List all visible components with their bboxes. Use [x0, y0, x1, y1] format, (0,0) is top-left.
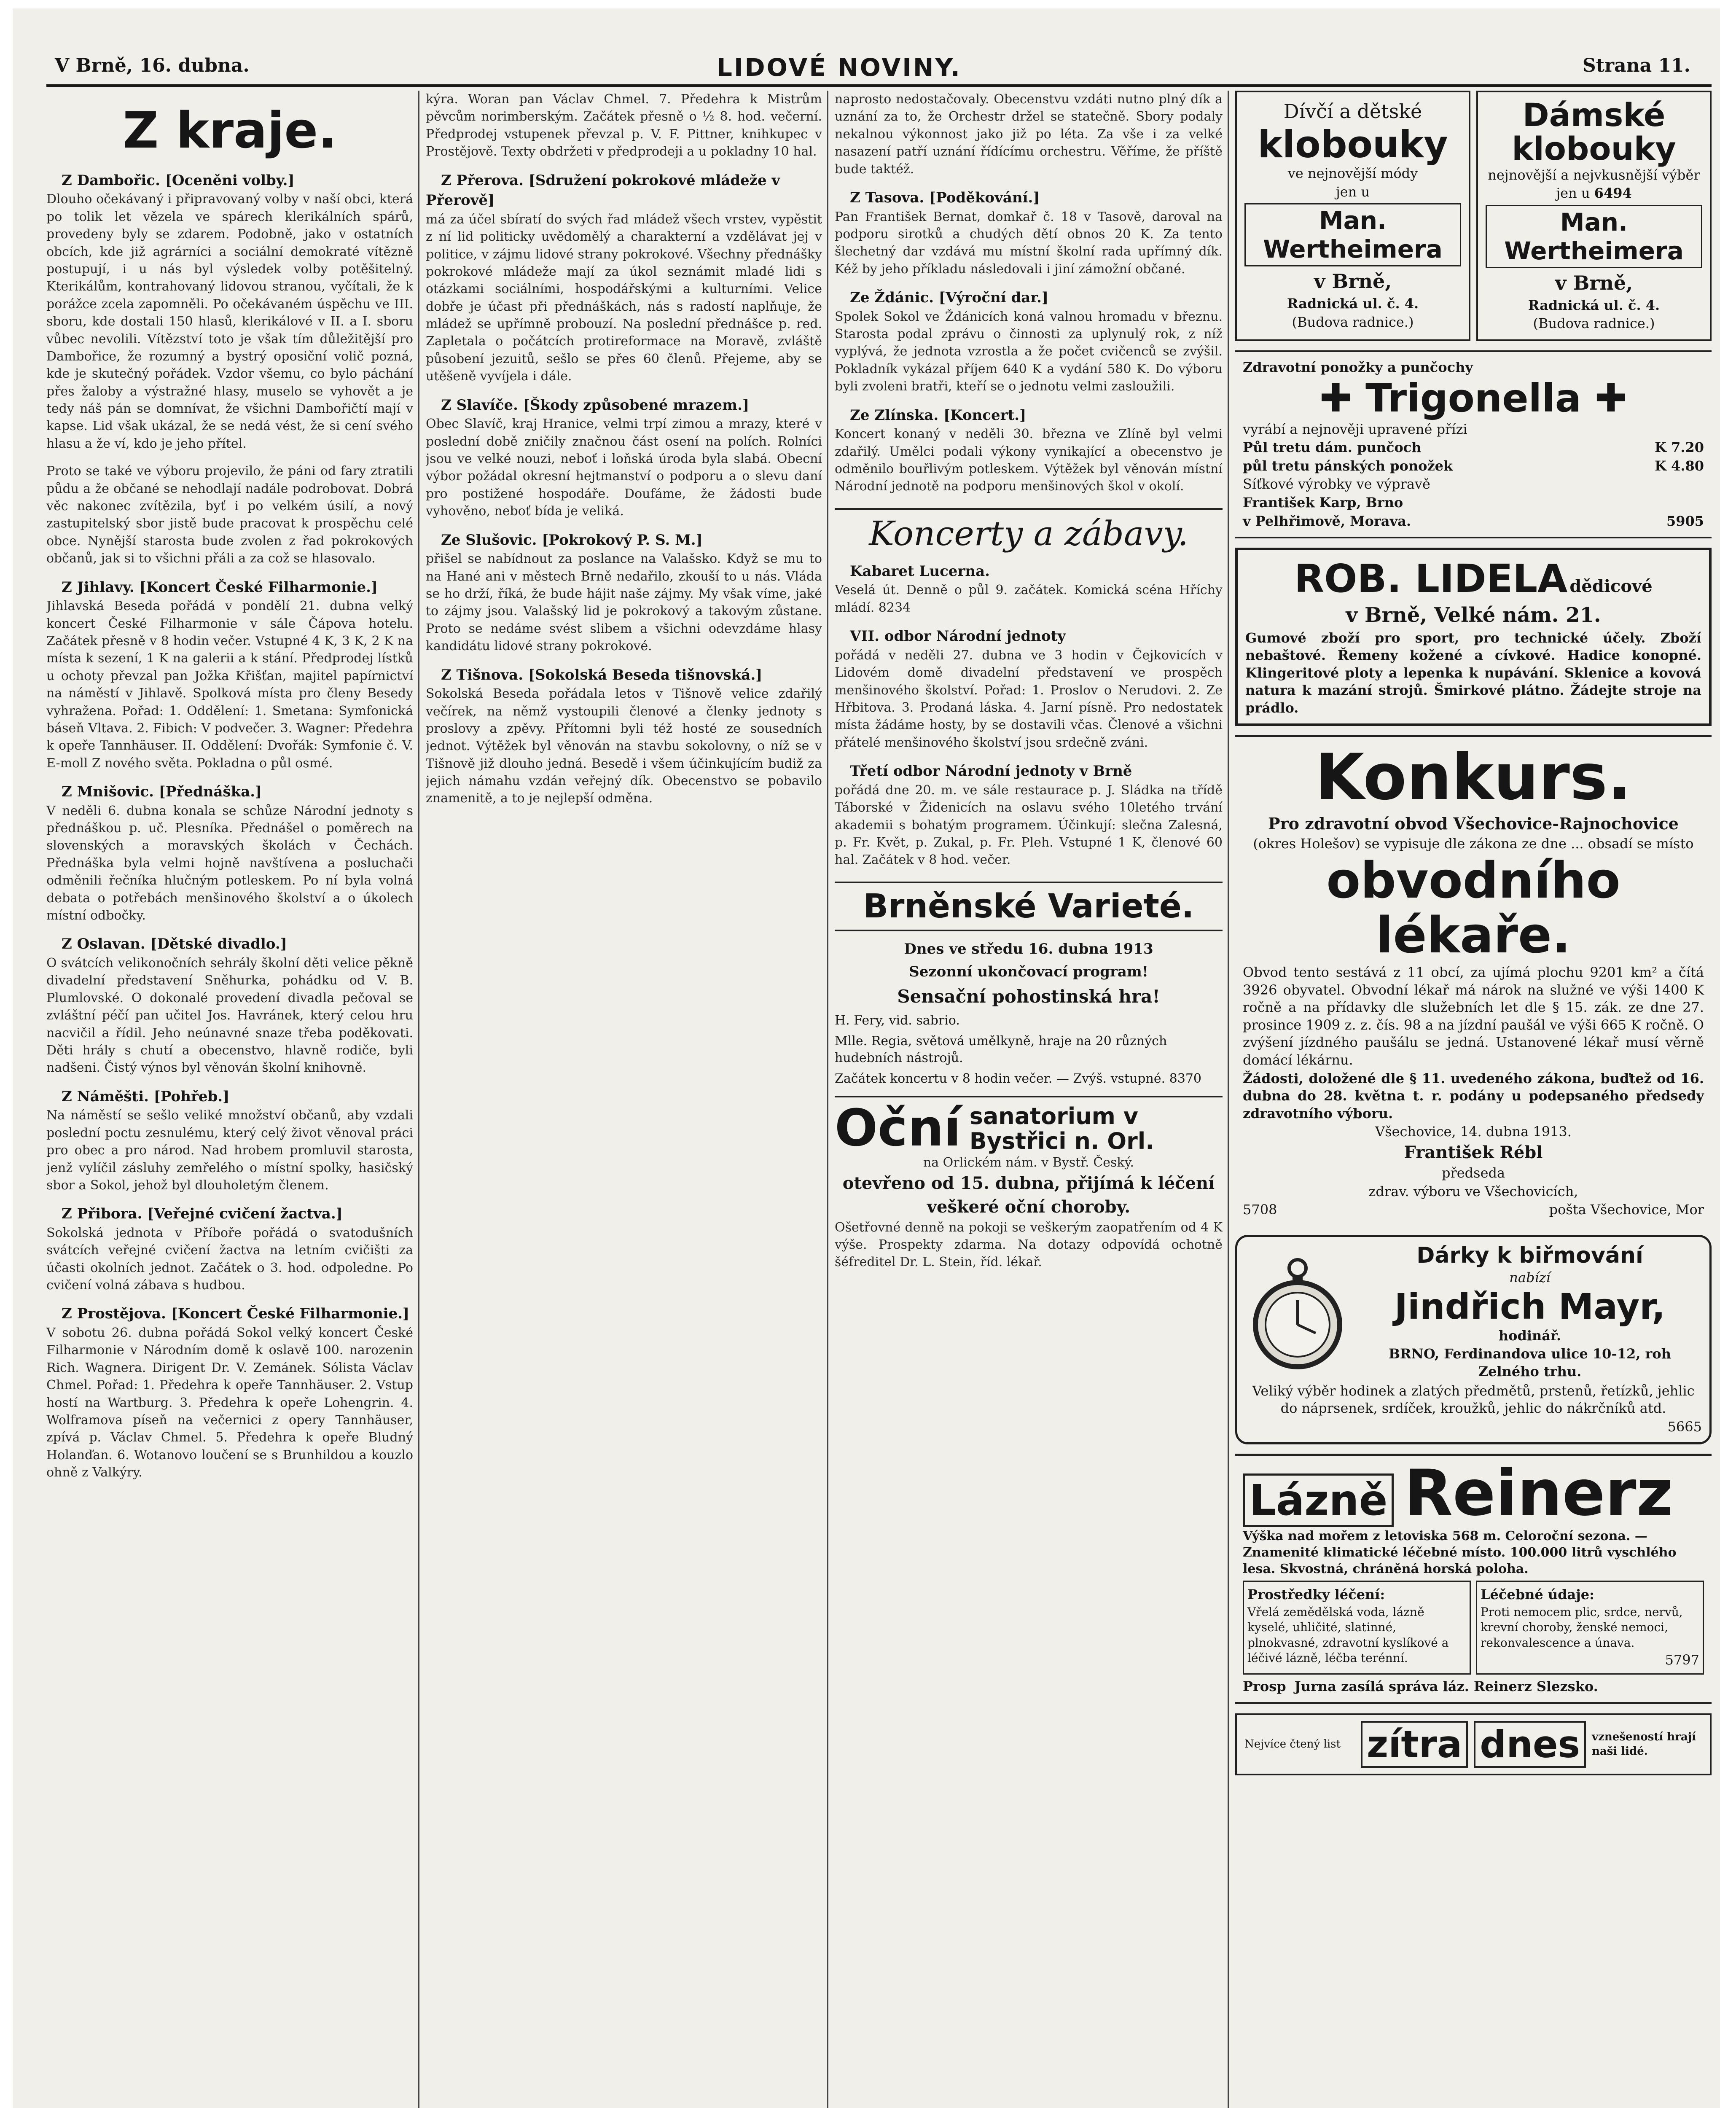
konkurs-place-date: Všechovice, 14. dubna 1913. [1375, 1124, 1572, 1140]
lazne-right-body: Proti nemocem plic, srdce, nervů, krevní choroby, ženské nemoci, rekonvalescence a únava. [1481, 1605, 1683, 1650]
hats-ladies-city: v Brně, [1555, 271, 1633, 294]
lazne-heading [1243, 1457, 1704, 1530]
concert-item-body: Veselá út. Denně o půl 9. začátek. Komická scéna Hříchy mládí. 8234 [835, 583, 1223, 615]
article [835, 91, 1223, 178]
header-rule [46, 84, 1712, 87]
mayr-text [1358, 1243, 1702, 1382]
lazne-line1: Výška nad mořem z letoviska 568 m. Celoroční sezona. — Znamenité klimatické léčebné místo. 100.000 litrů vyschlého lesa. Skvostná, chráněná horská poloha. [1243, 1529, 1677, 1577]
ad-hats-girls [1235, 91, 1470, 341]
article-heading: Z Dambořic. [Oceněni volby.] [62, 172, 295, 189]
clinic-note: Ošetřovné denně na pokoji se veškerým zaopatřením od 4 K výše. Prospekty zdarma. Na dotazy odpovídá ochotně šéfreditel Dr. L. Stein, říd. lékař. [835, 1220, 1223, 1270]
article-body: Dlouho očekávaný i připravovaný volby v naší obci, která po tolik let vězela ve spárech klerikálních spárů, provedeny byly se zdarem. Podobně, jako v ostatních obcích, kde již agrárníci a sociální demokraté vítězně postupují, i u nás byl výsledek volby potěšitelný. Kterikálům, kontrahovaný lidovou stranou, vyčítali, že k porážce zcela zapomněli. Po očekávaném úspěchu ve III. sboru, kde dostali 150 hlasů, klerikálové v II. a I. sboru vůbec nevolili. Vítězství toto je však tím důležitější pro Dambořice, že rozumný a bystrý oposiční volič pozná, kde je skutečný pořádek. Vzdor všemu, co bylo páchání přes žaloby a výstražné hlasy, muselo se vyhovět a je tedy náš pán se domnívat, že všichni Dambořičtí mají v kapse. Lid však ukázal, že se nedá vést, že si cení svého hlasu a že ví, kdo je jeho přítel. [46, 192, 413, 451]
lazne-footer1: Prosp [1243, 1678, 1286, 1694]
article-body: Sokolská jednota v Příboře pořádá o svatodušních svátcích veřejné cvičení žactva na letním cvičišti za účasti okolních jednot. Začátek o 3. hod. odpoledne. Po cvičení volná zábava s hudbou. [46, 1225, 413, 1293]
lazne-left-box [1243, 1581, 1471, 1674]
col1-articles [46, 171, 413, 1482]
trigonella-code: 5905 [1666, 513, 1704, 529]
article-body: Sokolská Beseda pořádala letos v Tišnově velice zdařilý večírek, na němž vystoupili členové a členky jednoty s proslovy a zpěvy. Přítomni byli též hosté ze sousedních jednot. Výtěžek byl věnován na stavbu sokolovny, o níž se v Tišnově již dlouho jedná. Besedě i všem účinkujícím budiž za jejich námahu vzdán veřejný dík. Obecenstvo se pobavilo znamenitě, a to je nejlepší odměna. [426, 686, 822, 806]
concert-item [835, 761, 1223, 869]
concert-items [835, 562, 1223, 869]
mayr-sub: nabízí [1509, 1269, 1551, 1285]
hats-ladies-line3: nejnovější a nejvkusnější výběr [1488, 167, 1700, 183]
article-heading: Z Mnišovic. [Přednáška.] [62, 783, 262, 801]
trigonella-maker: František Karp, Brno [1243, 494, 1403, 511]
column-divider [827, 91, 828, 2108]
lazne-details [1243, 1581, 1704, 1674]
article-heading: Ze Ždánic. [Výroční dar.] [850, 289, 1049, 307]
hats-ladies-note: (Budova radnice.) [1533, 315, 1655, 332]
article [46, 1087, 413, 1194]
concert-item-heading: Kabaret Lucerna. [850, 562, 990, 580]
concert-item-heading: Třetí odbor Národní jednoty v Brně [850, 763, 1132, 780]
konkurs-body2: Žádosti, doložené dle § 11. uvedeného zákona, buďtež od 16. dubna do 28. května t. r. podány u podepsaného předsedy zdravotního výboru. [1243, 1070, 1704, 1121]
article-body: Koncert konaný v neděli 30. března ve Zlíně byl velmi zdařilý. Umělci podali výkony vynikající a obecenstvo je odměnilo bouřlivým potleskem. Výtěžek byl věnován místní Národní jednotě na podporu menšinových škol v okolí. [835, 427, 1223, 494]
col2-articles [426, 91, 822, 807]
konkurs-signer-org: zdrav. výboru ve Všechovicích, [1368, 1183, 1578, 1199]
article [426, 665, 822, 807]
ad-lidela [1235, 548, 1712, 726]
trigonella-row2-label: půl tretu pánských ponožek [1243, 457, 1453, 474]
concert-item [835, 562, 1223, 616]
ad-hats-ladies [1476, 91, 1712, 341]
ad-mayr [1235, 1235, 1712, 1445]
article [426, 395, 822, 520]
column-1 [46, 91, 413, 2108]
konkurs-body: Obvod tento sestává z 11 obcí, za ujímá plochu 9201 km² a čítá 3926 obyvatel. Obvodní lékař má nárok na služné ve výši 1400 K ročně a na přídavky dle služebních let dle § 15. zák. ze dne 27. prosince 1909 z. z. čís. 98 a na jízdní paušál ve výši 665 K ročně. O zvýšení jízdného paušálu se jedná. Ustanovené lékař musí věrně domácí lékárnu. [1243, 964, 1704, 1068]
variety-program [835, 940, 1223, 1087]
article-body: V sobotu 26. dubna pořádá Sokol velký koncert České Filharmonie v Národním domě k oslavě 100. narozenin Rich. Wagnera. Dirigent Dr. V. Zemánek. Sólista Václav Chmel. Pořad: 1. Předehra k opeře Tannhäuser. 2. Vstup hostí na Wartburg. 3. Předehra k opeře Lohengrin. 4. Wolframova píseň na večernici z opery Tannhäuser, zpívá p. Václav Chmel. 5. Předehra k opeře Bludný Holanďan. 6. Wotanovo loučení se s Brunhildou a kouzlo ohně z Valkýry. [46, 1326, 413, 1480]
concert-item [835, 626, 1223, 751]
article-body: přišel se nabídnout za poslance na Valašsko. Když se mu to na Hané ani v městech Brně nedařilo, zkouší to u nás. Vláda se ho drží, říká, že bude hájit naše zájmy. My však víme, jaké to zájmy jsou. Valašský lid je pokrokový a takovým zůstane. Proto se nedáme svést slibem a všichni odevzdáme hlasy kandidátu lidové strany pokrokové. [426, 551, 822, 654]
hats-ladies-line2: klobouky [1512, 129, 1676, 167]
concert-item-heading: VII. odbor Národní jednoty [850, 628, 1066, 645]
variety-act: Mlle. Regia, světová umělkyně, hraje na 20 různých hudebních nástrojů. [835, 1033, 1167, 1066]
konkurs-signer-role: předseda [1441, 1164, 1505, 1181]
konkurs-line2: (okres Holešov) se vypisuje dle zákona ze dne ... obsadí se místo [1253, 835, 1694, 852]
clinic-ad [835, 1096, 1223, 1271]
konkurs-signer: František Rébl [1404, 1142, 1543, 1162]
mayr-name: Jindřich Mayr, [1394, 1286, 1666, 1328]
article-body: naprosto nedostačovaly. Obecenstvu vzdáti nutno plný dík a uznání za to, že Orchestr držel se statečně. Sbory podaly nekalnou výkonnost jako již po léta. Za vše i za velké nasazení patří uznání řídícímu orchestru. Věříme, že příště bude taktéž. [835, 92, 1223, 177]
article-heading: Z Slavíče. [Škody způsobené mrazem.] [441, 396, 750, 414]
zitra-word2: dnes [1474, 1721, 1586, 1768]
column-divider [418, 91, 419, 2108]
article-body: V neděli 6. dubna konala se schůze Národní jednoty s přednáškou p. uč. Plesníka. Přednášel o poměrech na slovenských a moravských školách v Čechách. Přednáška byla velmi hojně navštívena a posluchači odměnili řečníka hlučným potleskem. Po ní byla volná debata o potřebách menšinového školství a o úkolech místní odbočky. [46, 803, 413, 923]
article [835, 188, 1223, 278]
article-body: O svátcích velikonočních sehrály školní děti velice pěkně divadelní představení Sněhurka, pohádku od V. B. Plumlovské. O dokonalé provedení divadla pečoval se zvláštní péčí pan učitel Jos. Havránek, který celou hru nacvičil a řídil. Jeho neúnavné snaze třeba poděkovati. Děti hrály s chutí a obecenstvo, hlavně rodiče, byli nadšeni. Čistý výnos byl věnován školní knihovně. [46, 956, 413, 1076]
article-heading: Z Tišnova. [Sokolská Beseda tišnovská.] [441, 666, 763, 683]
hats-ladies-line4 [1486, 185, 1702, 202]
lazne-name1: Lázně [1243, 1473, 1394, 1527]
lazne-footer2: Jurna zasílá správa láz. Reinerz Slezsko. [1294, 1678, 1598, 1694]
article-heading: Z Prostějova. [Koncert České Filharmonie.] [62, 1305, 410, 1323]
ad-zitra-dnes [1235, 1713, 1712, 1775]
article [46, 578, 413, 772]
hats-girls-line1: Dívčí a dětské [1283, 100, 1422, 123]
clinic-title: Oční [835, 1099, 961, 1158]
article-heading: Z Oslavan. [Dětské divadlo.] [62, 936, 287, 953]
trigonella-name: Trigonella [1365, 376, 1581, 421]
trigonella-maker-row [1243, 513, 1704, 530]
hats-girls-line3: ve nejnovější módy [1287, 165, 1418, 182]
hats-ladies-address: Radnická ul. č. 4. [1528, 297, 1660, 313]
article [46, 171, 413, 452]
article [46, 782, 413, 924]
trigonella-row1-label: Půl tretu dám. punčoch [1243, 439, 1422, 456]
ad-lazne-reinerz [1235, 1454, 1712, 1704]
hats-girls-shop: Man. Wertheimera [1244, 203, 1461, 266]
mayr-code: 5665 [1667, 1418, 1702, 1435]
variety-guest: Sensační pohostinská hra! [897, 986, 1160, 1007]
article-body: Na náměstí se sešlo veliké množství občanů, aby vzdali poslední poctu zesnulému, který celý život věnoval práci pro obec a pro národ. Nad hrobem promluvil starosta, jenž vylíčil zásluhy zemřelého o místní spolky, hasičský sbor a Sokol, jehož byl dlouholetým členem. [46, 1108, 413, 1193]
variety-date: Dnes ve středu 16. dubna 1913 [904, 940, 1153, 957]
konkurs-code: 5708 [1243, 1202, 1277, 1218]
lazne-code: 5797 [1665, 1652, 1699, 1668]
article-heading: Ze Zlínska. [Koncert.] [850, 406, 1027, 424]
hats-girls-address: Radnická ul. č. 4. [1287, 296, 1419, 312]
trigonella-row2-price: K 4.80 [1655, 457, 1704, 474]
trigonella-price-row-2 [1243, 457, 1704, 475]
article [835, 288, 1223, 395]
article-body: Spolek Sokol ve Ždánicích koná valnou hromadu v březnu. Starosta podal zprávu o činnosti za uplynulý rok, z níž vyplývá, že jednota vzrostla a že počet cvičenců se zvýšil. Pokladník vykázal příjem 640 K a vydání 580 K. Do výboru byli zvoleni bratři, kteří se o jednotu velmi zasloužili. [835, 309, 1223, 394]
clinic-subtitle: sanatorium v Bystřici n. Orl. [969, 1102, 1154, 1155]
trigonella-line1: vyrábí a nejnověji upravené přízi [1243, 421, 1467, 437]
trigonella-maker2: v Pelhřimově, Morava. [1243, 513, 1411, 529]
article-heading: Z Tasova. [Poděkování.] [850, 189, 1040, 206]
variety-season: Sezonní ukončovací program! [909, 963, 1148, 980]
hats-ladies-code: 6494 [1594, 185, 1632, 202]
ad-konkurs [1235, 735, 1712, 1225]
mayr-city: BRNO, Ferdinandova ulice 10-12, roh Zelného trhu. [1389, 1346, 1671, 1379]
clinic-heading [835, 1099, 1223, 1158]
article [426, 530, 822, 655]
page-header [55, 55, 1720, 89]
variety-title: Brněnské Varieté. [835, 882, 1223, 931]
lazne-left-title: Prostředky léčení: [1247, 1586, 1385, 1603]
hats-girls-line4: jen u [1336, 183, 1370, 200]
lidela-body: Gumové zboží pro sport, pro technické účely. Zboží nebaštové. Řemeny kožené a cívkové. Hadice konopné. Klingeritové ploty a lepenka k nupávání. Sklenice a kovová natura k mazání strojů. Šmirkové plátno. Žádejte stroje na prádlo. [1245, 629, 1701, 716]
mayr-title: Dárky k biřmování [1416, 1242, 1643, 1268]
hats-ladies-line1: Dámské [1522, 96, 1666, 134]
header-page-number: Strana 11. [1582, 55, 1690, 76]
trigonella-top: Zdravotní ponožky a punčochy [1243, 359, 1473, 375]
concerts-title: Koncerty a zábavy. [835, 508, 1223, 553]
lidela-city: v Brně, Velké nám. 21. [1346, 603, 1601, 627]
newspaper-masthead: LIDOVÉ NOVINY. [717, 53, 962, 82]
article [46, 1304, 413, 1481]
column-divider [1228, 91, 1229, 2108]
concert-item-body: pořádá dne 20. m. ve sále restaurace p. J. Sládka na třídě Táborské v Židenicích na oslavu svého 10letého trvání akademii s bohatým programem. Účinkují: slečna Zalesná, p. Fr. Květ, p. Zukal, p. Fr. Pleh. Vstupné 1 K, členové 60 hal. Začátek v 8 hod. večer. [835, 782, 1223, 868]
article [46, 1204, 413, 1294]
spacer [1235, 341, 1712, 350]
zitra-left: Nejvíce čtený list [1244, 1737, 1341, 1750]
article-body: má za účel sbíratí do svých řad mládež všech vrstev, vypěstit z ní lid politicky uvědomělý a charakterní a vzdělávat jej v politice, v zájmu lidové strany pokrokové. Všechny přednášky pokrokové mládeže mají za úkol seznámit mladé lidi s otázkami sociálními, hospodářskými a kulturními. Velice dobře je účast při přednáškách, nás s radostí naplňuje, že mládež se upřímně probouzí. Na poslední přednášce p. red. Zapletala o počátcích protireformace na Moravě, zvláště působení jezuitů, sešlo se přes 60 členů. Přejeme, aby se utěšeně vyvíjela i dále. [426, 212, 822, 384]
lazne-right-box [1476, 1581, 1704, 1674]
article-body: Jihlavská Beseda pořádá v pondělí 21. dubna velký koncert České Filharmonie v sále Čápova hotelu. Začátek přesně v 8 hodin večer. Vstupné 4 K, 3 K, 2 K na místa k sezení, 1 K na galerii a k stání. Předprodej lístků u ochoty převzal pan Jožka Křišťan, majitel papírnictví na náměstí v Jihlavě. Spolková místa pro členy Besedy vyhražena. Pořad: 1. Oddělení: 1. Smetana: Symfonická báseň Vltava. 2. Fibich: V podvečer. 3. Wagner: Předehra k opeře Tannhäuser. II. Oddělení: Dvořák: Symfonie č. V. E-moll Z nového světa. Pokladna o půl osmé. [46, 599, 413, 771]
article [426, 171, 822, 385]
variety-act: H. Fery, vid. sabrio. [835, 1013, 960, 1028]
section-title: Z kraje. [122, 101, 337, 159]
column-3 [835, 91, 1223, 2108]
konkurs-title: Konkurs. [1315, 741, 1632, 815]
hats-ladies-only: jen u [1556, 185, 1590, 202]
hats-girls-note: (Budova radnice.) [1292, 314, 1414, 330]
article-heading: Z Přerova. [Sdružení pokrokové mládeže v Přerově] [426, 172, 780, 209]
article-body: Obec Slavíč, kraj Hranice, velmi trpí zimou a mrazy, které v poslední době zničily značnou část osení na polích. Rolníci jsou ve velké nouzi, neboť i loňská úroda byla slabá. Obecní výbor požádal okresní hejtmanství o podporu a o slevu daní pro postižené hospodáře. Doufáme, že žádosti bude vyhověno, neboť bída je veliká. [426, 417, 822, 519]
lazne-name2: Reinerz [1404, 1457, 1673, 1530]
zitra-word1: zítra [1361, 1721, 1468, 1768]
lazne-left-body: Vřelá zemědělská voda, lázně kyselé, uhličité, slatinné, plnokvasné, zdravotní kyslíkové a léčivé lázně, léčba terénní. [1247, 1605, 1449, 1665]
pocket-watch-icon [1245, 1253, 1350, 1371]
hat-ads-row [1235, 91, 1712, 341]
article-heading: Ze Slušovic. [Pokrokový P. S. M.] [441, 531, 703, 549]
ad-trigonella [1235, 350, 1712, 538]
article-heading: Z Přibora. [Veřejné cvičení žactva.] [62, 1205, 343, 1223]
article-heading: Z Náměšti. [Pohřeb.] [62, 1088, 230, 1105]
konkurs-footer-row [1243, 1201, 1704, 1219]
column-2 [426, 91, 822, 2108]
clinic-open: otevřeno od 15. dubna, přijímá k léčení veškeré oční choroby. [842, 1173, 1215, 1217]
article [835, 406, 1223, 495]
hats-girls-city: v Brně, [1314, 270, 1392, 293]
mayr-role: hodinář. [1498, 1327, 1561, 1344]
article [46, 934, 413, 1076]
col3-articles [835, 91, 1223, 495]
hats-girls-line2: klobouky [1258, 122, 1448, 166]
article-body: kýra. Woran pan Václav Chmel. 7. Předehra k Mistrům pěvcům norimberským. Začátek přesně o ½ 8. hod. večerní. Předprodej vstupenek převzal p. V. F. Pittner, knihkupec v Prostějově. Texty obdržeti v předprodeji a u pokladny 10 hal. [426, 92, 822, 159]
clinic-address: na Orlickém nám. v Bystř. Český. [923, 1155, 1134, 1170]
article [46, 462, 413, 567]
konkurs-role1: obvodního [1326, 851, 1620, 910]
lazne-footer-row [1243, 1678, 1704, 1696]
header-date: V Brně, 16. dubna. [55, 55, 250, 76]
lidela-suffix: dědicové [1569, 576, 1653, 597]
konkurs-role2: lékaře. [1376, 906, 1571, 965]
article [426, 91, 822, 161]
column-4-ads [1235, 91, 1712, 2108]
zitra-right: vznešeností hrají naši lidé. [1591, 1730, 1696, 1758]
trigonella-name-row: ✚ Trigonella ✚ [1319, 376, 1627, 421]
hats-ladies-shop: Man. Wertheimera [1486, 205, 1702, 268]
article-body: Proto se také ve výboru projevilo, že páni od fary ztratili půdu a že občané se nehodlají nadále podrobovat. Dobrá věc nakonec zvítězila, byť i po velkém úsilí, a nový zastupitelský sbor jistě bude pracovat k prospěchu celé obce. Nynější starosta bude zvolen z řad pokrokových občanů, jak si to všichni přáli a za což se hlasovalo. [46, 464, 413, 566]
lidela-name: ROB. LIDELA [1294, 556, 1568, 602]
konkurs-line1: Pro zdravotní obvod Všechovice-Rajnochovice [1268, 814, 1679, 834]
mayr-layout [1245, 1243, 1702, 1382]
trigonella-price-row-1 [1243, 439, 1704, 457]
lazne-right-title: Léčebné údaje: [1481, 1586, 1594, 1603]
lidela-heading [1245, 556, 1701, 601]
trigonella-line2: Síťkové výrobky ve výpravě [1243, 476, 1430, 492]
mayr-body: Veliký výběr hodinek a zlatých předmětů, prstenů, řetízků, jehlic do náprsenek, srdíček, kroužků, jehlic do nákrčníků atd. [1252, 1382, 1695, 1417]
trigonella-row1-price: K 7.20 [1655, 439, 1704, 456]
article-body: Pan František Bernat, domkař č. 18 v Tasově, daroval na podporu sirotků a chudých dětí obnos 20 K. Za tento šlechetný dar vzdává mu místní školní rada upřímný dík. Kéž by jeho příkladu následovali i jiní zámožní občané. [835, 209, 1223, 277]
variety-start: Začátek koncertu v 8 hodin večer. — Zvýš. vstupné. 8370 [835, 1071, 1201, 1086]
article-heading: Z Jihlavy. [Koncert České Filharmonie.] [62, 578, 378, 596]
konkurs-signer-post: pošta Všechovice, Mor [1549, 1202, 1704, 1218]
concert-item-body: pořádá v neděli 27. dubna ve 3 hodin v Čejkovicích v Lidovém domě divadelní představení ve prospěch menšinového školství. Pořad: 1. Proslov o Nerudovi. 2. Ze Hřbitova. 3. Prodaná láska. 4. Jarní písně. Pro nedostatek místa žádáme hosty, by se dostavili včas. Členové a všichni přátelé menšinového školství jsou srdečně zváni. [835, 648, 1223, 750]
